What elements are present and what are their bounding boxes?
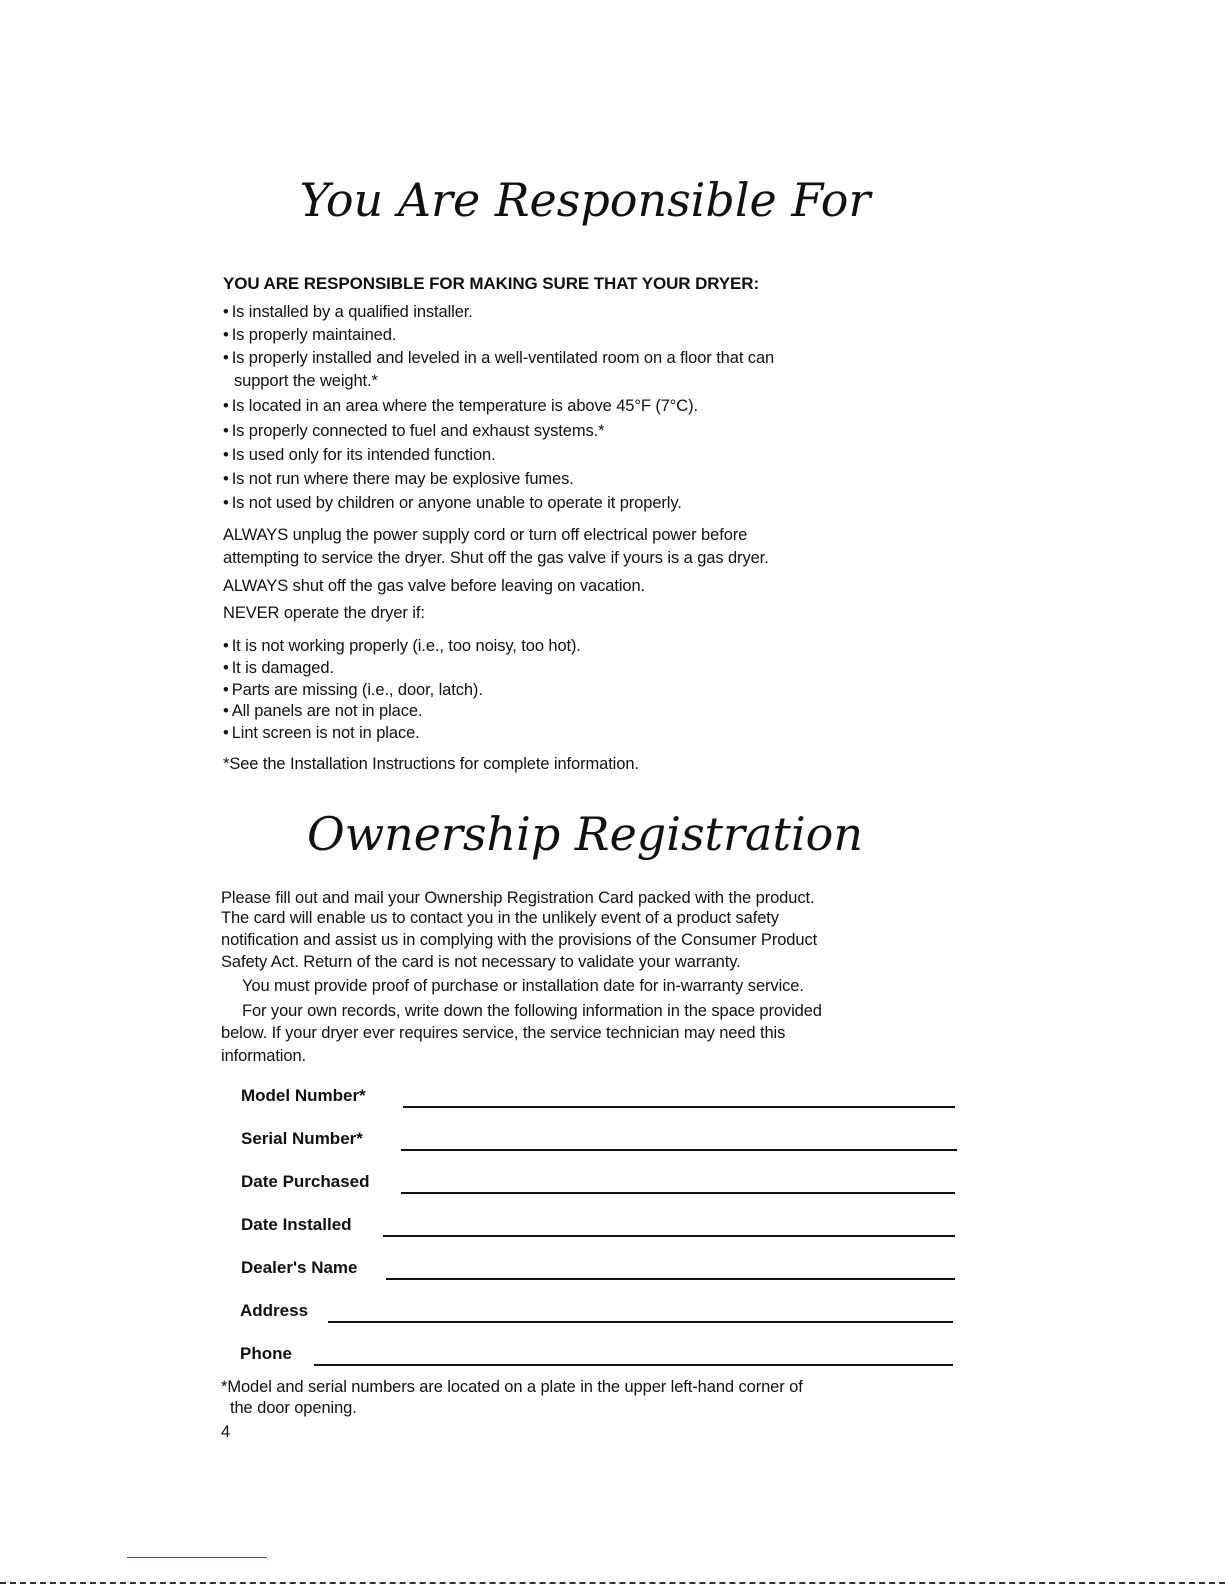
paragraph-line: information. [221, 1047, 307, 1065]
list-item: • It is damaged. [223, 657, 334, 679]
always-text: attempting to service the dryer. Shut off the gas valve if yours is a gas dryer. [223, 549, 769, 567]
never-text: NEVER operate the dryer if: [223, 604, 425, 622]
field-line [401, 1192, 955, 1194]
paragraph-line: The card will enable us to contact you in the unlikely event of a product safety [221, 909, 779, 927]
paragraph-line: You must provide proof of purchase or installation date for in-warranty service. [242, 977, 804, 995]
list-item: • Is installed by a qualified installer. [223, 301, 473, 323]
phone-field[interactable] [240, 1342, 953, 1366]
always-text: ALWAYS unplug the power supply cord or turn off electrical power before [223, 526, 748, 544]
model-number-field[interactable] [241, 1084, 955, 1108]
paragraph-line: Please fill out and mail your Ownership Registration Card packed with the product. [221, 889, 815, 907]
responsible-heading: YOU ARE RESPONSIBLE FOR MAKING SURE THAT YOUR DRYER: [223, 274, 760, 293]
list-item: • Parts are missing (i.e., door, latch). [223, 679, 483, 701]
field-label: Date Installed [241, 1215, 352, 1234]
paragraph-line: below. If your dryer ever requires service, the service technician may need this [221, 1024, 786, 1042]
address-field[interactable] [240, 1299, 953, 1323]
page-number: 4 [221, 1423, 231, 1441]
list-item: • All panels are not in place. [223, 700, 422, 722]
model-footnote: the door opening. [230, 1399, 357, 1417]
field-line [328, 1321, 953, 1323]
list-item-cont: support the weight.* [234, 372, 378, 390]
field-line [403, 1106, 955, 1108]
field-label: Address [240, 1301, 309, 1320]
list-item: • Is properly connected to fuel and exhaust systems.* [223, 420, 604, 442]
list-item: • Is properly maintained. [223, 324, 396, 346]
title-ownership: Ownership Registration [307, 807, 863, 861]
list-item: • Is used only for its intended function. [223, 444, 496, 466]
date-installed-field[interactable] [241, 1213, 955, 1237]
field-label: Date Purchased [241, 1172, 370, 1191]
model-footnote: *Model and serial numbers are located on a plate in the upper left-hand corner of [221, 1378, 803, 1396]
field-line [314, 1364, 953, 1366]
footnote: *See the Installation Instructions for complete information. [223, 755, 639, 773]
list-item: • Is not used by children or anyone unable to operate it properly. [223, 492, 682, 514]
field-line [386, 1278, 955, 1280]
paragraph-line: Safety Act. Return of the card is not necessary to validate your warranty. [221, 953, 741, 971]
field-label: Serial Number* [241, 1129, 363, 1148]
title-responsible: You Are Responsible For [299, 173, 871, 227]
date-purchased-field[interactable] [241, 1170, 955, 1194]
list-item: • Is not run where there may be explosive fumes. [223, 468, 574, 490]
field-label: Model Number* [241, 1086, 366, 1105]
dealers-name-field[interactable] [241, 1256, 955, 1280]
list-item: • Is properly installed and leveled in a well-ventilated room on a floor that can [223, 347, 774, 369]
link-underline [127, 1557, 267, 1558]
page-break-divider [0, 1582, 1225, 1584]
list-item: • Is located in an area where the temperature is above 45°F (7°C). [223, 395, 698, 417]
paragraph-line: notification and assist us in complying with the provisions of the Consumer Product [221, 931, 818, 949]
always-text: ALWAYS shut off the gas valve before leaving on vacation. [223, 577, 646, 595]
field-line [401, 1149, 957, 1151]
field-label: Dealer's Name [241, 1258, 358, 1277]
field-label: Phone [240, 1344, 292, 1363]
paragraph-line: For your own records, write down the following information in the space provided [242, 1002, 822, 1020]
list-item: • It is not working properly (i.e., too noisy, too hot). [223, 635, 581, 657]
field-line [383, 1235, 955, 1237]
serial-number-field[interactable] [241, 1127, 957, 1151]
list-item: • Lint screen is not in place. [223, 722, 420, 744]
